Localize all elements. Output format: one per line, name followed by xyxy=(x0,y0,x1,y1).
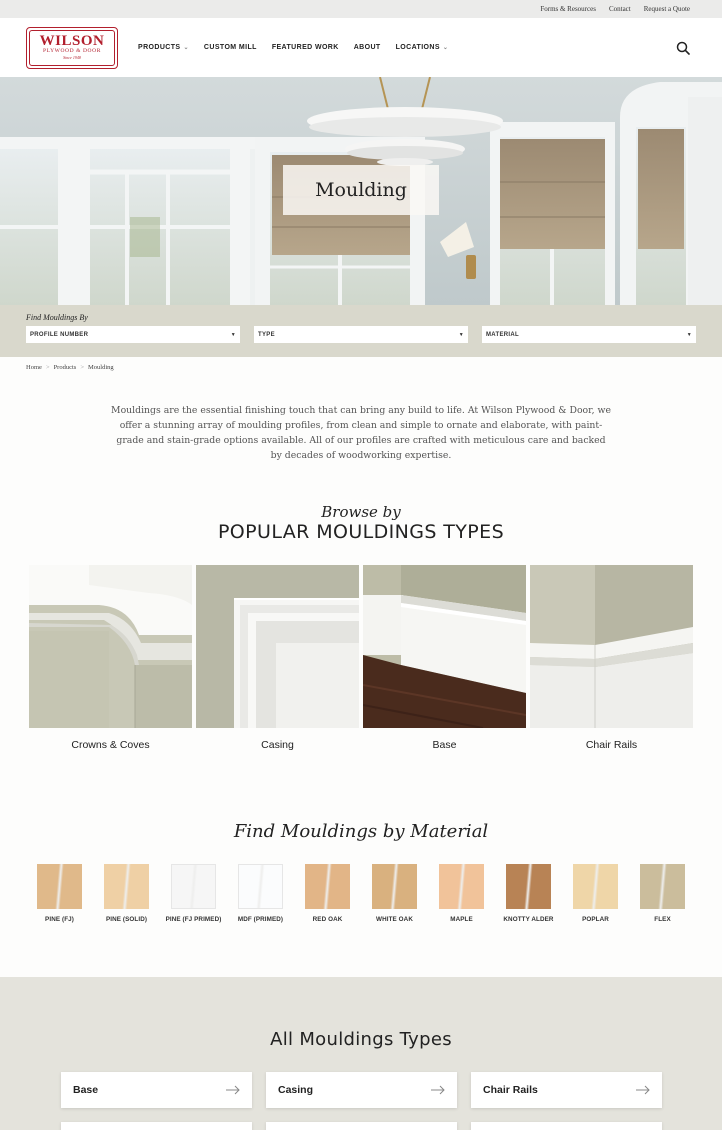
material-label: WHITE OAK xyxy=(376,916,413,923)
type-card-casing[interactable] xyxy=(196,565,359,751)
material-item[interactable] xyxy=(640,864,685,923)
material-swatch xyxy=(238,864,283,909)
breadcrumb-separator: > xyxy=(45,364,50,371)
type-card-chair-rails[interactable] xyxy=(530,565,693,751)
material-swatch xyxy=(104,864,149,909)
dropdown-arrow-icon: ▼ xyxy=(230,331,236,338)
utility-bar xyxy=(0,0,722,18)
chevron-down-icon: ⌄ xyxy=(442,45,449,51)
material-label: RED OAK xyxy=(312,916,343,923)
breadcrumb-products[interactable]: Products xyxy=(53,364,77,371)
nav-locations[interactable] xyxy=(396,44,449,51)
nav-products[interactable] xyxy=(138,44,189,51)
chevron-down-icon: ⌄ xyxy=(183,45,189,51)
all-type-card-casing[interactable] xyxy=(266,1072,457,1108)
type-label: Crowns & Coves xyxy=(71,739,150,751)
material-item[interactable] xyxy=(165,864,222,923)
nav-about-label: ABOUT xyxy=(353,44,381,51)
all-type-card-partial[interactable] xyxy=(266,1122,457,1130)
request-quote-link[interactable]: Request a Quote xyxy=(643,5,690,13)
popular-types-grid xyxy=(0,565,722,751)
dropdown-arrow-icon: ▼ xyxy=(458,331,464,338)
logo-name: WILSON xyxy=(39,33,105,49)
material-item[interactable] xyxy=(305,864,350,923)
hero-banner xyxy=(0,77,722,305)
material-label: KNOTTY ALDER xyxy=(503,916,554,923)
material-swatch xyxy=(506,864,551,909)
nav-about[interactable] xyxy=(354,44,381,51)
breadcrumb xyxy=(0,357,722,377)
browse-heading xyxy=(0,503,722,543)
all-type-card-partial[interactable] xyxy=(61,1122,252,1130)
crown-moulding-image xyxy=(29,565,192,728)
nav-custom-mill[interactable] xyxy=(204,44,257,51)
material-label: PINE (SOLID) xyxy=(105,916,148,923)
type-select-value: TYPE xyxy=(258,331,275,338)
materials-heading: Find Mouldings by Material xyxy=(233,821,489,842)
casing-moulding-image xyxy=(196,565,359,728)
filter-band xyxy=(0,305,722,357)
material-select-value: MATERIAL xyxy=(486,331,519,338)
material-swatch xyxy=(305,864,350,909)
base-moulding-image xyxy=(363,565,526,728)
material-swatch xyxy=(439,864,484,909)
material-swatch xyxy=(640,864,685,909)
material-label: PINE (FJ) xyxy=(45,916,74,923)
material-item[interactable] xyxy=(104,864,149,923)
material-item[interactable] xyxy=(573,864,618,923)
browse-subheading: Browse by xyxy=(321,503,401,521)
site-header xyxy=(0,18,722,77)
logo-since: Since 1948 xyxy=(63,55,81,60)
material-label: PINE (FJ PRIMED) xyxy=(165,916,222,923)
profile-number-select[interactable] xyxy=(26,326,240,343)
all-type-card-chair-rails[interactable] xyxy=(471,1072,662,1108)
browse-title: POPULAR MOULDINGS TYPES xyxy=(217,521,505,543)
type-select[interactable] xyxy=(254,326,468,343)
logo-sub: PLYWOOD & DOOR xyxy=(43,48,101,54)
breadcrumb-moulding: Moulding xyxy=(87,364,114,371)
hero-title-box xyxy=(283,165,439,215)
wilson-logo[interactable] xyxy=(26,27,118,69)
material-item[interactable] xyxy=(372,864,417,923)
contact-link[interactable]: Contact xyxy=(608,5,631,13)
material-swatch xyxy=(372,864,417,909)
type-card-base[interactable] xyxy=(363,565,526,751)
material-label: MDF (PRIMED) xyxy=(237,916,284,923)
profile-number-select-value: PROFILE NUMBER xyxy=(30,331,89,338)
material-item[interactable] xyxy=(37,864,82,923)
type-label: Chair Rails xyxy=(585,739,638,751)
all-type-label: Casing xyxy=(278,1084,314,1096)
arrow-right-icon xyxy=(226,1085,240,1095)
material-select[interactable] xyxy=(482,326,696,343)
material-item[interactable] xyxy=(238,864,283,923)
nav-featured-work[interactable] xyxy=(272,44,339,51)
type-card-crowns-coves[interactable] xyxy=(29,565,192,751)
nav-custom-mill-label: CUSTOM MILL xyxy=(203,44,257,51)
type-label: Casing xyxy=(261,739,294,751)
all-type-card-base[interactable] xyxy=(61,1072,252,1108)
main-nav xyxy=(138,44,448,51)
arrow-right-icon xyxy=(431,1085,445,1095)
type-label: Base xyxy=(432,739,457,751)
forms-resources-link[interactable]: Forms & Resources xyxy=(540,5,596,13)
material-label: FLEX xyxy=(654,916,671,923)
material-item[interactable] xyxy=(503,864,554,923)
all-type-label: Base xyxy=(73,1084,99,1096)
nav-featured-work-label: FEATURED WORK xyxy=(271,44,339,51)
material-label: MAPLE xyxy=(450,916,473,923)
all-types-heading: All Mouldings Types xyxy=(270,1029,452,1050)
material-label: POPLAR xyxy=(582,916,609,923)
material-swatch xyxy=(171,864,216,909)
intro-paragraph: Mouldings are the essential finishing touch that can bring any build to life. At Wilson Plywood & Door, we offer a stunning array of moulding profiles, from clean and simple to ornate and elaborate, with paint-grade and stain-grade options available. All of our profiles are crafted with meticulous care and backed by decades of woodworking expertise. xyxy=(111,405,611,461)
material-swatch xyxy=(573,864,618,909)
all-type-card-partial[interactable] xyxy=(471,1122,662,1130)
filter-label: Find Mouldings By xyxy=(26,313,88,322)
materials-grid xyxy=(0,864,722,923)
arrow-right-icon xyxy=(636,1085,650,1095)
material-item[interactable] xyxy=(439,864,484,923)
nav-products-label: PRODUCTS xyxy=(138,44,181,51)
breadcrumb-separator: > xyxy=(80,364,84,371)
dropdown-arrow-icon: ▼ xyxy=(686,331,692,338)
all-types-section xyxy=(0,977,722,1130)
nav-locations-label: LOCATIONS xyxy=(395,44,440,51)
chair-rail-image xyxy=(530,565,693,728)
page-title: Moulding xyxy=(315,179,407,201)
all-type-label: Chair Rails xyxy=(483,1084,538,1096)
breadcrumb-home[interactable]: Home xyxy=(26,364,42,371)
material-swatch xyxy=(37,864,82,909)
search-icon[interactable] xyxy=(676,41,690,55)
